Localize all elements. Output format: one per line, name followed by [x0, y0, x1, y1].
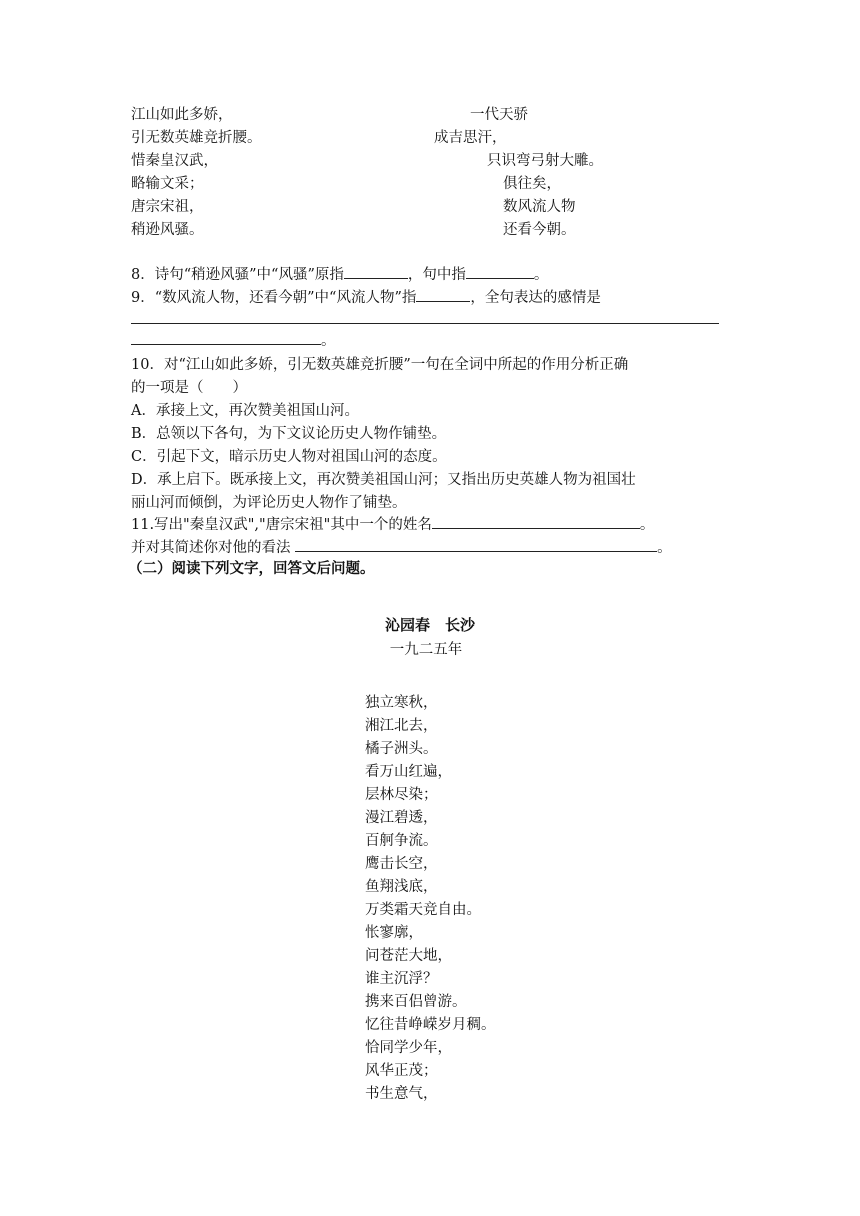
question-9-line3: [131, 330, 336, 352]
question-8: [131, 264, 548, 286]
question-11-text-b: 并对其简述你对他的看法: [131, 540, 291, 556]
poem-line: 鱼翔浅底，: [365, 879, 438, 895]
poem-line: 忆往昔峥嵘岁月稠。: [365, 1017, 496, 1033]
question-11-end-b: 。: [657, 540, 672, 556]
poem-line: 湘江北去，: [365, 718, 438, 734]
question-10-line2: 的一项是（ ）: [131, 380, 247, 396]
poem-line: 唐宗宋祖，: [131, 199, 204, 215]
question-11-line2: [131, 537, 672, 559]
poem-line: 江山如此多娇，: [131, 107, 233, 123]
poem-line: 略输文采；: [131, 176, 204, 192]
poem-line: 风华正茂；: [365, 1063, 438, 1079]
answer-blank-9b[interactable]: [131, 309, 719, 324]
answer-blank-9c[interactable]: [131, 330, 321, 345]
question-9-text-a: 9．“数风流人物，还看今朝”中“风流人物”指: [131, 290, 417, 306]
poem-line: 数风流人物: [503, 199, 576, 215]
question-11-end-a: 。: [639, 517, 655, 533]
poem-line: 独立寒秋，: [365, 695, 438, 711]
poem-line: 携来百侣曾游。: [365, 994, 467, 1010]
poem-line: 俱往矣，: [503, 176, 561, 192]
poem-line: 引无数英雄竞折腰。: [131, 130, 262, 146]
answer-blank-11b[interactable]: [295, 537, 657, 552]
poem-line: 谁主沉浮？: [365, 971, 438, 987]
question-9: [131, 287, 601, 309]
option-a[interactable]: A．承接上文，再次赞美祖国山河。: [131, 403, 359, 419]
poem-line: 还看今朝。: [503, 222, 576, 238]
answer-blank-8b[interactable]: [466, 264, 534, 279]
poem-line: 只识弯弓射大雕。: [487, 153, 603, 169]
poem-line: 万类霜天竞自由。: [365, 902, 481, 918]
poem-line: 橘子洲头。: [365, 741, 438, 757]
question-8-text-c: 。: [533, 267, 549, 283]
poem-title: 沁园春 长沙: [384, 616, 475, 634]
question-8-text-b: ，句中指: [407, 267, 466, 283]
answer-blank-9a[interactable]: [416, 287, 470, 302]
answer-blank-8a[interactable]: [344, 264, 408, 279]
poem-line: 鹰击长空，: [365, 856, 438, 872]
poem-year: 一九二五年: [389, 642, 463, 658]
question-11-text-a: 11.写出"秦皇汉武","唐宗宋祖"其中一个的姓名: [131, 517, 432, 533]
question-11-line1: [131, 514, 654, 536]
poem-line: 看万山红遍，: [365, 764, 452, 780]
question-8-text-a: 8．诗句“稍逊风骚”中“风骚”原指: [131, 267, 344, 283]
option-b[interactable]: B．总领以下各句，为下文议论历史人物作铺垫。: [131, 426, 447, 442]
section-2-heading: （二）阅读下列文字，回答文后问题。: [128, 560, 375, 577]
poem-line: 一代天骄: [470, 107, 528, 123]
option-d-line1[interactable]: D．承上启下。既承接上文，再次赞美祖国山河；又指出历史英雄人物为祖国壮: [131, 472, 636, 488]
poem-line: 稍逊风骚。: [131, 222, 204, 238]
poem-line: 成吉思汗，: [434, 130, 507, 146]
poem-line: 漫江碧透，: [365, 810, 438, 826]
question-10-line1: 10．对“江山如此多娇，引无数英雄竞折腰”一句在全词中所起的作用分析正确: [131, 357, 629, 373]
answer-blank-11a[interactable]: [432, 514, 640, 529]
question-9-end: 。: [321, 333, 336, 349]
option-c[interactable]: C．引起下文，暗示历史人物对祖国山河的态度。: [131, 449, 447, 465]
poem-line: 惜秦皇汉武，: [131, 153, 218, 169]
option-d-line2: 丽山河而倾倒，为评论历史人物作了铺垫。: [131, 495, 407, 511]
poem-line: 层林尽染；: [365, 787, 438, 803]
poem-line: 百舸争流。: [365, 833, 438, 849]
poem-line: 恰同学少年，: [365, 1040, 452, 1056]
question-9-text-b: ，全句表达的感情是: [470, 290, 601, 306]
poem-line: 问苍茫大地，: [365, 948, 452, 964]
poem-line: 怅寥廓，: [365, 925, 423, 941]
poem-line: 书生意气，: [365, 1086, 438, 1102]
